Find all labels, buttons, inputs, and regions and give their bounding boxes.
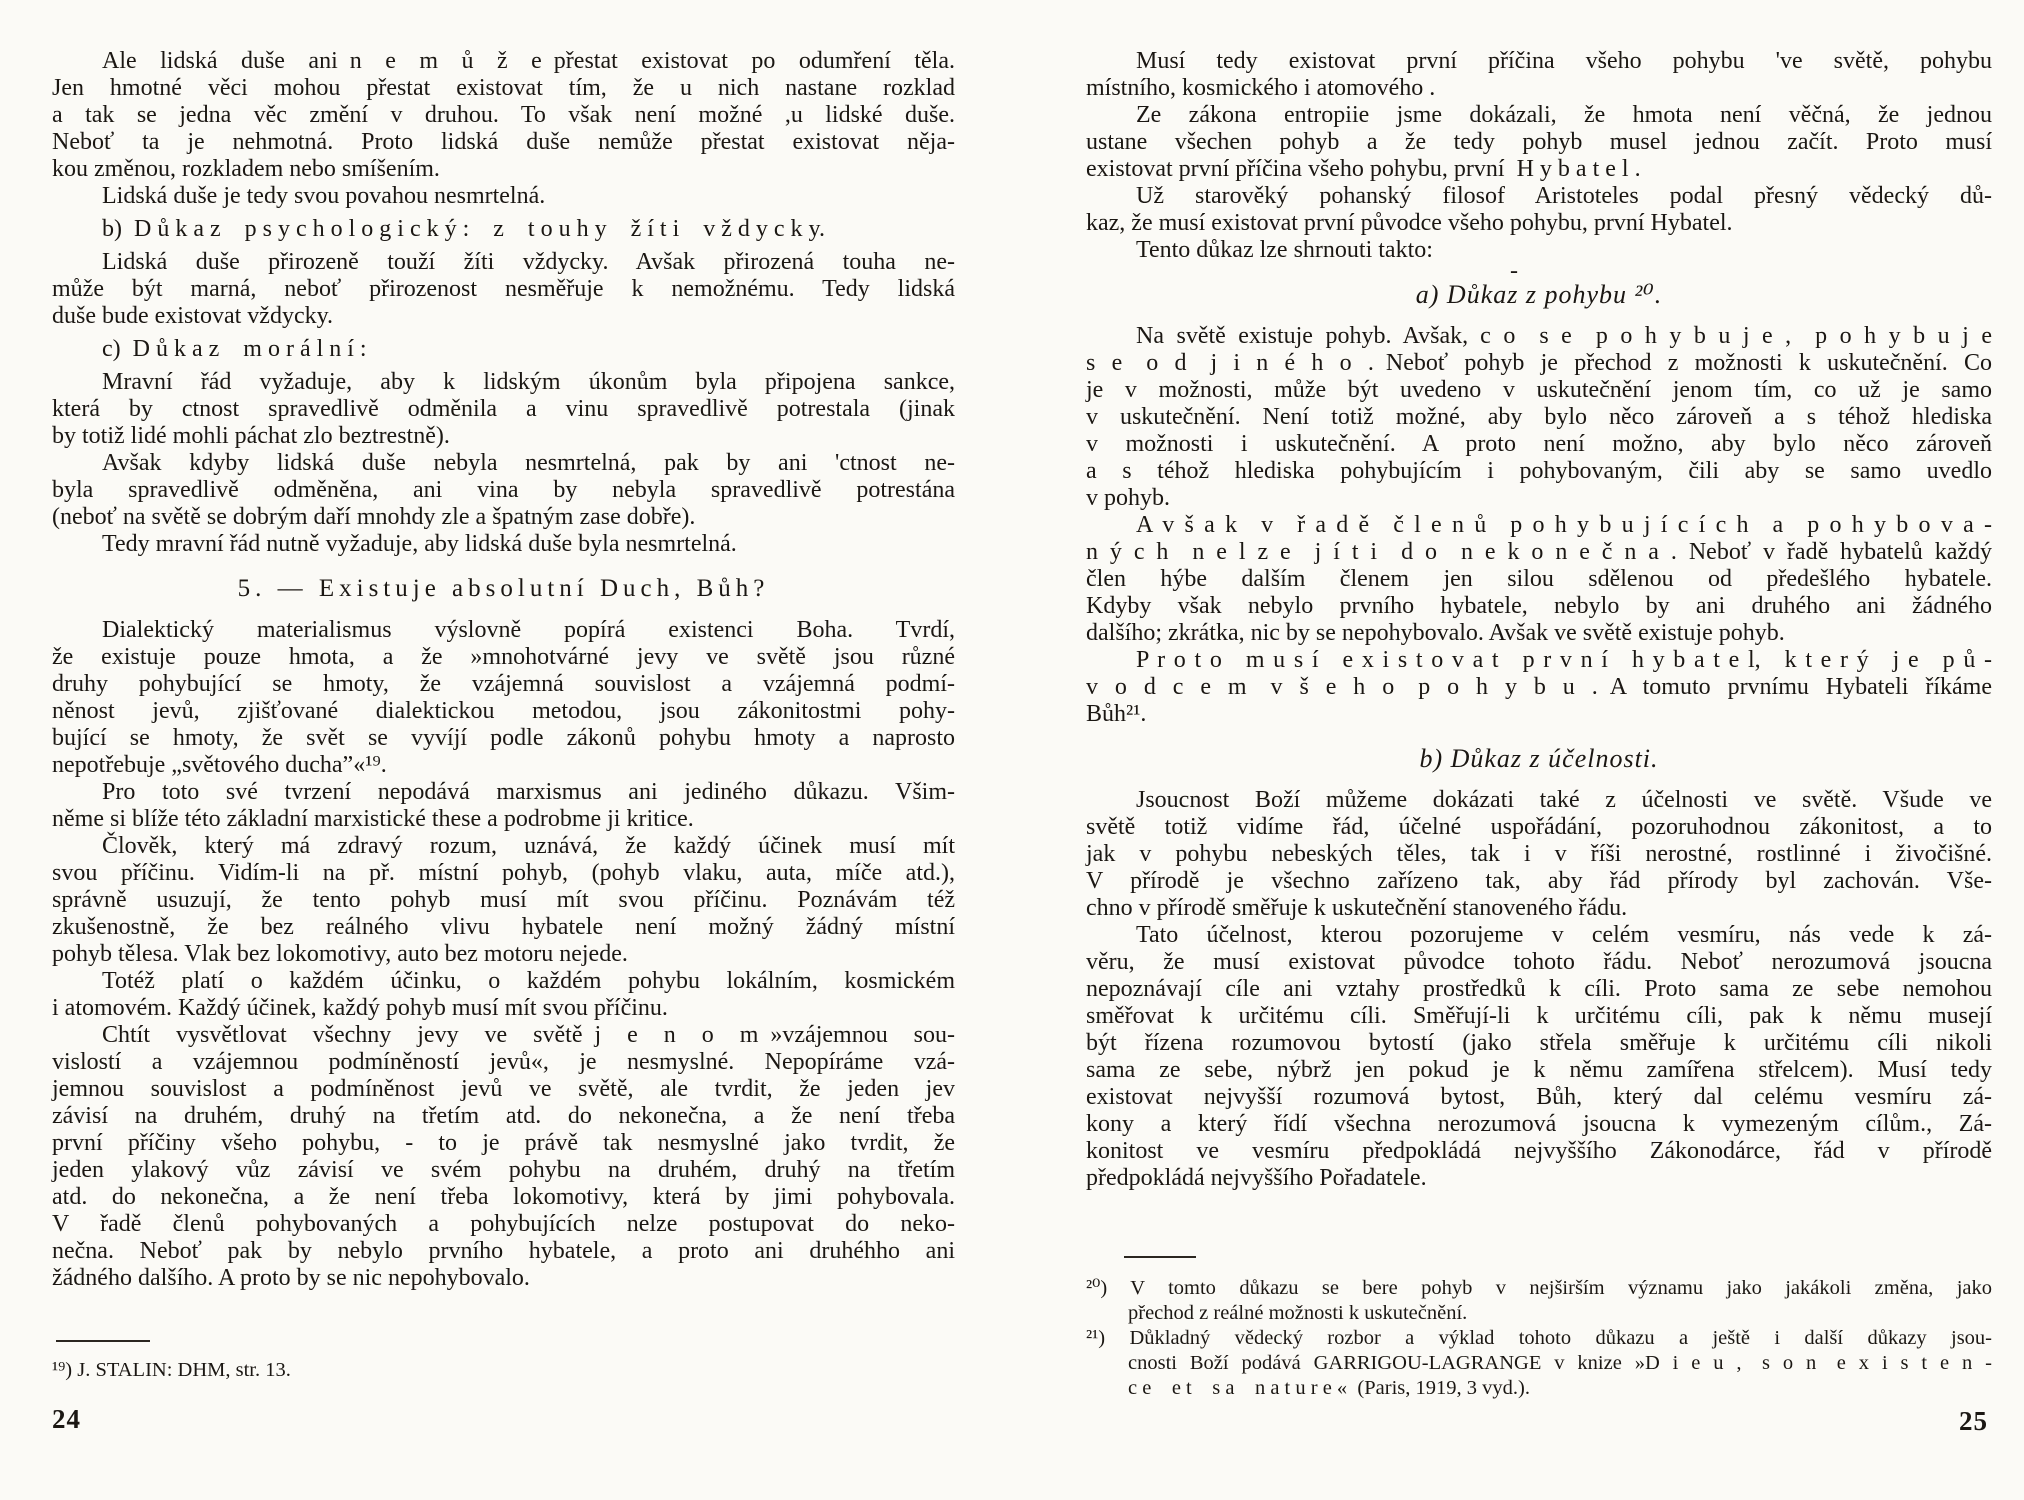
text-line: Lidská duše je tedy svou povahou nesmrtelná.: [102, 183, 546, 209]
text-line: v možnosti i uskutečnění. A proto není možno, aby bylo něco zároveň: [1086, 431, 1992, 457]
text-line: i atomovém. Každý účinek, každý pohyb musí mít svou příčinu.: [52, 995, 668, 1021]
text-line: nečna. Neboť pak by nebylo prvního hybatele, a proto ani druhéhho ani: [52, 1238, 955, 1264]
text-line: Tedy mravní řád nutně vyžaduje, aby lidská duše byla nesmrtelná.: [102, 531, 737, 557]
paragraph: [1086, 48, 1992, 102]
footnote-rule: [1124, 1256, 1196, 1258]
section-heading: a) Důkaz z pohybu ²⁰.: [1415, 280, 1663, 309]
text-line: V přírodě je všechno zařízeno tak, aby řád přírody byl zachován. Vše-: [1086, 868, 1992, 894]
text-line: svou příčinu. Vidím-li na př. místní pohyb, (pohyb vlaku, auta, míče atd.),: [52, 860, 955, 886]
section-heading: 5. — Existuje absolutní Duch, Bůh?: [237, 575, 770, 602]
section-heading: b) Důkaz z účelnosti.: [1419, 744, 1659, 773]
paragraph: [52, 450, 955, 531]
text-line: Dialektický materialismus výslovně popírá existenci Boha. Tvrdí,: [102, 617, 955, 643]
text-line: Bůh²¹.: [1086, 701, 1147, 727]
text-line: v uskutečnění. Není totiž možné, aby bylo něco zároveň a s téhož hlediska: [1086, 404, 1992, 430]
text-line: konitost ve vesmíru předpokládá nejvyššího Zákonodárce, řád v přírodě: [1086, 1138, 1992, 1164]
footnote-rule: [56, 1340, 150, 1342]
text-line: jeden ylakový vůz závisí ve svém pohybu na druhém, druhý na třetím: [52, 1157, 955, 1183]
footnote-line: cnosti Boží podává GARRIGOU-LAGRANGE v knize »D i e u , s o n e x i s t e n -: [1128, 1352, 1992, 1374]
text-line: by totiž lidé mohli páchat zlo beztrestně).: [52, 423, 450, 449]
footnote-line: ²¹) Důkladný vědecký rozbor a výklad tohoto důkazu a ještě i další důkazy jsou-: [1086, 1327, 1992, 1349]
text-line: sama ze sebe, nýbrž jen pokud je k němu zamířena střelcem). Musí tedy: [1086, 1057, 1992, 1083]
paragraph: [1086, 237, 1992, 264]
footnotes: [1086, 1276, 1992, 1401]
text-line: Jsoucnost Boží můžeme dokázati také z účelnosti ve světě. Všude ve: [1136, 787, 1992, 813]
text-line: V řadě členů pohybovaných a pohybujících nelze postupovat do neko-: [52, 1211, 955, 1237]
paragraph: [1086, 183, 1992, 237]
text-line: světě totiž vidíme řád, účelné uspořádání, pozoruhodnou zákonitost, a to: [1086, 814, 1992, 840]
text-line: první příčiny všeho pohybu, - to je právě tak nesmyslné jako tvrdit, že: [52, 1130, 955, 1156]
text-line: bující se hmoty, že svět se vyvíjí podle zákonů pohybu hmoty a naprosto: [52, 725, 955, 751]
page-number: 25: [1959, 1406, 1988, 1436]
page-number: 24: [52, 1404, 81, 1434]
text-line: chno v přírodě směřuje k uskutečnění stanoveného řádu.: [1086, 895, 1628, 921]
stray-mark: -: [1510, 258, 1518, 284]
text-line: závisí na druhém, druhý na třetím atd. do nekonečna, a že není třeba: [52, 1103, 955, 1129]
text-line: Kdyby však nebylo prvního hybatele, nebylo by ani druhého ani žádného: [1086, 593, 1992, 619]
text-line: něme si blíže této základní marxistické these a podrobme ji kritice.: [52, 806, 694, 832]
paragraph: [1086, 787, 1992, 922]
paragraph: [1086, 922, 1992, 1192]
footnote-line: ²⁰) V tomto důkazu se bere pohyb v nejširším významu jako jakákoli změna, jako: [1086, 1277, 1992, 1299]
paragraph: [52, 833, 955, 968]
text-line: Jen hmotné věci mohou přestat existovat tím, že u nich nastane rozklad: [52, 75, 955, 101]
text-line: a s téhož hlediska pohybujícím i pohybovaným, čili aby se samo uvedlo: [1086, 458, 1992, 484]
page-body: [1086, 48, 1992, 1192]
text-line: (neboť na světě se dobrým daří mnohdy zle a špatným zase dobře).: [52, 504, 696, 530]
text-line: jemnou souvislost a podmíněnost jevů ve světě, ale tvrdit, že jeden jev: [52, 1076, 955, 1102]
text-line: pohyb tělesa. Vlak bez lokomotivy, auto bez motoru nejede.: [52, 941, 628, 967]
text-line: věru, že musí existovat původce tohoto řádu. Neboť nerozumová jsoucna: [1086, 949, 1992, 975]
text-line: a tak se jedna věc změní v druhou. To však není možné ,u lidské duše.: [52, 102, 955, 128]
page-body: [52, 48, 955, 1292]
text-line: nepotřebuje „světového ducha”«¹⁹.: [52, 752, 387, 778]
text-line: Tento důkaz lze shrnouti takto:: [1136, 237, 1433, 263]
text-line: v o d c e m v š e h o p o h y b u . A tomuto prvnímu Hybateli říkáme: [1086, 674, 1992, 700]
footnote-line: c e e t s a n a t u r e « (Paris, 1919, 3 vyd.).: [1128, 1377, 1530, 1399]
text-line: člen hýbe dalším členem jen silou sdělenou od předešlého hybatele.: [1086, 566, 1992, 592]
text-line: zkušenostně, že bez reálného vlivu hybatele není možný žádný místní: [52, 914, 955, 940]
paragraph: [1086, 102, 1992, 183]
subsection-heading: c) D ů k a z m o r á l n í :: [102, 336, 367, 362]
paragraph: [52, 617, 955, 779]
paragraph: [52, 249, 955, 330]
text-line: dalšího; zkrátka, nic by se nepohybovalo. Avšak ve světě existuje pohyb.: [1086, 620, 1785, 646]
text-line: kaz, že musí existovat první původce všeho pohybu, první Hybatel.: [1086, 210, 1733, 236]
paragraph: [52, 779, 955, 833]
text-line: Mravní řád vyžaduje, aby k lidským úkonům byla připojena sankce,: [102, 369, 955, 395]
text-line: Avšak kdyby lidská duše nebyla nesmrtelná, pak by ani 'ctnost ne-: [102, 450, 955, 476]
text-line: Musí tedy existovat první příčina všeho pohybu 've světě, pohybu: [1136, 48, 1992, 74]
footnote-line: ¹⁹) J. STALIN: DHM, str. 13.: [52, 1359, 291, 1381]
text-line: A v š a k v ř a d ě č l e n ů p o h y b u j í c í c h a p o h y b o v a -: [1136, 512, 1992, 538]
text-line: že existuje pouze hmota, a že »mnohotvárné jevy ve světě jsou různé: [52, 644, 955, 670]
text-line: směřovat k určitému cíli. Směřují-li k určitému cíli, pak k němu musejí: [1086, 1003, 1992, 1029]
text-line: vislostí a vzájemnou podmíněností jevů«, je nesmyslné. Nepopíráme vzá-: [52, 1049, 955, 1075]
text-line: kou změnou, rozkladem nebo smíšením.: [52, 156, 440, 182]
paragraph: [52, 369, 955, 450]
text-line: žádného dalšího. A proto by se nic nepohybovalo.: [52, 1265, 530, 1291]
text-line: Na světě existuje pohyb. Avšak, c o s e p o h y b u j e , p o h y b u j e: [1136, 323, 1992, 349]
text-line: existovat nejvyšší rozumová bytost, Bůh, který dal celému vesmíru zá-: [1086, 1084, 1992, 1110]
text-line: Ale lidská duše ani n e m ů ž e přestat existovat po odumření těla.: [102, 48, 955, 74]
text-line: P r o t o m u s í e x i s t o v a t p r v n í h y b a t e l, k t e r ý j e p ů -: [1136, 647, 1992, 673]
text-line: která by ctnost spravedlivě odměnila a vinu spravedlivě potrestala (jinak: [52, 396, 955, 422]
text-line: Pro toto své tvrzení nepodává marxismus ani jediného důkazu. Všim-: [102, 779, 955, 805]
page-left: [52, 0, 955, 1500]
text-line: místního, kosmického i atomového .: [1086, 75, 1436, 101]
text-line: být řízena rozumovou bytostí (jako střela směřuje k určitému cíli nikoli: [1086, 1030, 1992, 1056]
paragraph: [1086, 512, 1992, 647]
text-line: s e o d j i n é h o . Neboť pohyb je přechod z možnosti k uskutečnění. Co: [1086, 350, 1992, 376]
text-line: atd. do nekonečna, a že není třeba lokomotivy, která by jimi pohybovala.: [52, 1184, 955, 1210]
text-line: něnost jevů, zjišťované dialektickou metodou, jsou zákonitostmi pohy-: [52, 698, 955, 724]
paragraph: [52, 531, 955, 558]
text-line: může být marná, neboť přirozenost nesměřuje k nemožnému. Tedy lidská: [52, 276, 955, 302]
footnotes: [52, 1358, 955, 1383]
text-line: byla spravedlivě odměněna, ani vina by nebyla spravedlivě potrestána: [52, 477, 955, 503]
text-line: Už starověký pohanský filosof Aristoteles podal přesný vědecký dů-: [1136, 183, 1992, 209]
text-line: jak v pohybu nebeských těles, tak i v říši nerostné, rostlinné i živočišné.: [1086, 841, 1992, 867]
text-line: Tato účelnost, kterou pozorujeme v celém vesmíru, nás vede k zá-: [1136, 922, 1992, 948]
text-line: n ý c h n e l z e j í t i d o n e k o n e č n a . Neboť v řadě hybatelů každý: [1086, 539, 1992, 565]
text-line: Chtít vysvětlovat všechny jevy ve světě j e n o m »vzájemnou sou-: [102, 1022, 955, 1048]
text-line: Člověk, který má zdravý rozum, uznává, že každý účinek musí mít: [102, 833, 955, 859]
page-right: [1086, 0, 1992, 1500]
text-line: Totéž platí o každém účinku, o každém pohybu lokálním, kosmickém: [102, 968, 955, 994]
text-line: duše bude existovat vždycky.: [52, 303, 334, 329]
text-line: Neboť ta je nehmotná. Proto lidská duše nemůže přestat existovat něja-: [52, 129, 955, 155]
text-line: existovat první příčina všeho pohybu, první H y b a t e l .: [1086, 156, 1641, 182]
text-line: Lidská duše přirozeně touží žíti vždycky. Avšak přirozená touha ne-: [102, 249, 955, 275]
paragraph: [52, 48, 955, 183]
paragraph: [52, 968, 955, 1022]
text-line: Ze zákona entropiie jsme dokázali, že hmota není věčná, že jednou: [1136, 102, 1992, 128]
paragraph: [52, 1022, 955, 1292]
paragraph: [52, 183, 955, 210]
text-line: předpokládá nejvyššího Pořadatele.: [1086, 1165, 1427, 1191]
text-line: je v možnosti, může být uvedeno v uskutečnění jenom tím, co už je samo: [1086, 377, 1992, 403]
text-line: správně usuzují, že tento pohyb musí mít svou příčinu. Poznávám též: [52, 887, 955, 913]
footnote-line: přechod z reálné možnosti k uskutečnění.: [1128, 1302, 1468, 1324]
subsection-heading: b) D ů k a z p s y c h o l o g i c k ý : z t o u h y ž í t i v ž d y c k y.: [102, 216, 825, 242]
text-line: nepoznávají cíle ani vztahy prostředků k cíli. Proto sama ze sebe nemohou: [1086, 976, 1992, 1002]
text-line: druhy pohybující se hmoty, že vzájemná souvislost a vzájemná podmí-: [52, 671, 955, 697]
paragraph: [1086, 647, 1992, 728]
paragraph: [1086, 323, 1992, 512]
text-line: ustane všechen pohyb a že tedy pohyb musel jednou začít. Proto musí: [1086, 129, 1992, 155]
text-line: kony a který řídí všechna nerozumová jsoucna k vymezeným cílům., Zá-: [1086, 1111, 1992, 1137]
text-line: v pohyb.: [1086, 485, 1170, 511]
